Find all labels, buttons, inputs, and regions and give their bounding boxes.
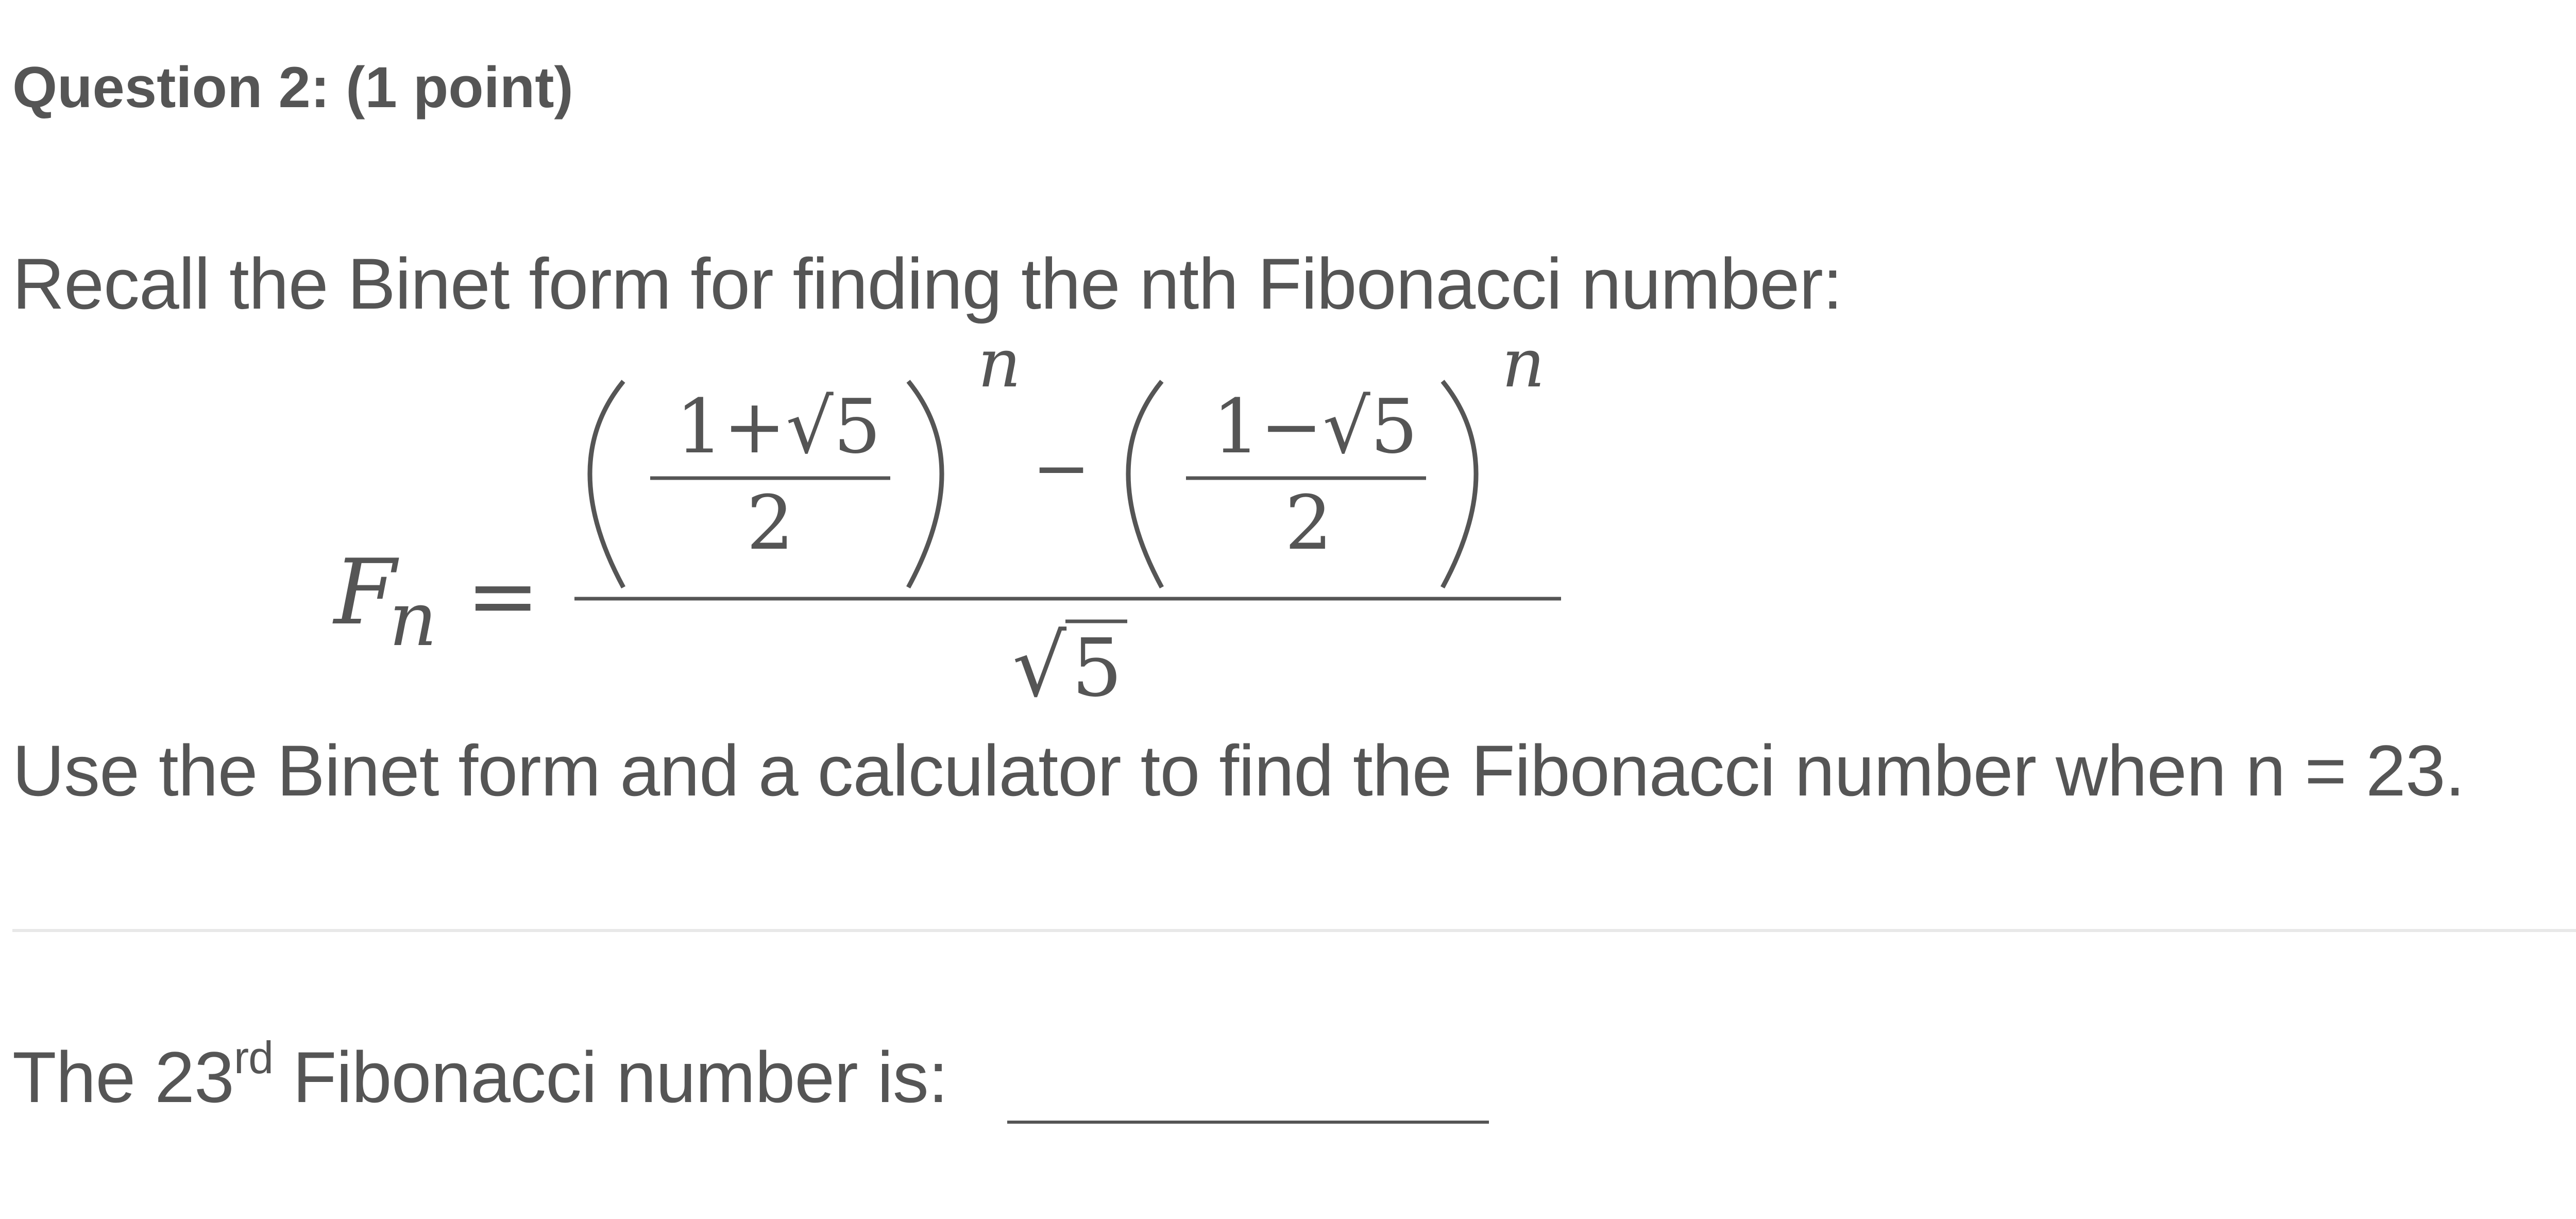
term2-denominator: 2 bbox=[1284, 480, 1333, 567]
binet-formula-svg bbox=[0, 324, 1597, 716]
answer-label bbox=[12, 1032, 948, 1119]
answer-label-prefix: The 23 bbox=[12, 1037, 234, 1118]
question-header: Question 2: (1 point) bbox=[12, 55, 573, 120]
binet-formula bbox=[0, 324, 1597, 716]
formula-equals: = bbox=[466, 545, 540, 647]
term2-exponent: n bbox=[1502, 324, 1545, 402]
term1-denominator: 2 bbox=[746, 480, 794, 567]
answer-label-suffix: Fibonacci number is: bbox=[273, 1037, 948, 1118]
divider bbox=[12, 929, 2576, 932]
answer-label-superscript: rd bbox=[233, 1032, 274, 1083]
term2-numerator: 1−√5 bbox=[1212, 383, 1418, 470]
formula-minus: − bbox=[1032, 428, 1091, 509]
formula-lhs-symbol: F bbox=[334, 540, 397, 645]
denominator-radicand: 5 bbox=[1072, 621, 1123, 715]
term1-numerator: 1+√5 bbox=[675, 383, 881, 470]
term1-right-paren bbox=[908, 381, 942, 587]
instruction-text: Use the Binet form and a calculator to find the Fibonacci number when n = 23. bbox=[12, 730, 2465, 811]
term1-left-paren bbox=[590, 381, 623, 587]
term2-right-paren bbox=[1443, 381, 1476, 587]
term2-left-paren bbox=[1128, 381, 1162, 587]
denominator-radical: √ bbox=[1012, 617, 1067, 716]
answer-input[interactable] bbox=[1007, 1054, 1489, 1124]
term1-exponent: n bbox=[978, 324, 1021, 402]
formula-lhs-subscript: n bbox=[389, 576, 437, 663]
intro-text: Recall the Binet form for finding the nth Fibonacci number: bbox=[12, 243, 1842, 324]
